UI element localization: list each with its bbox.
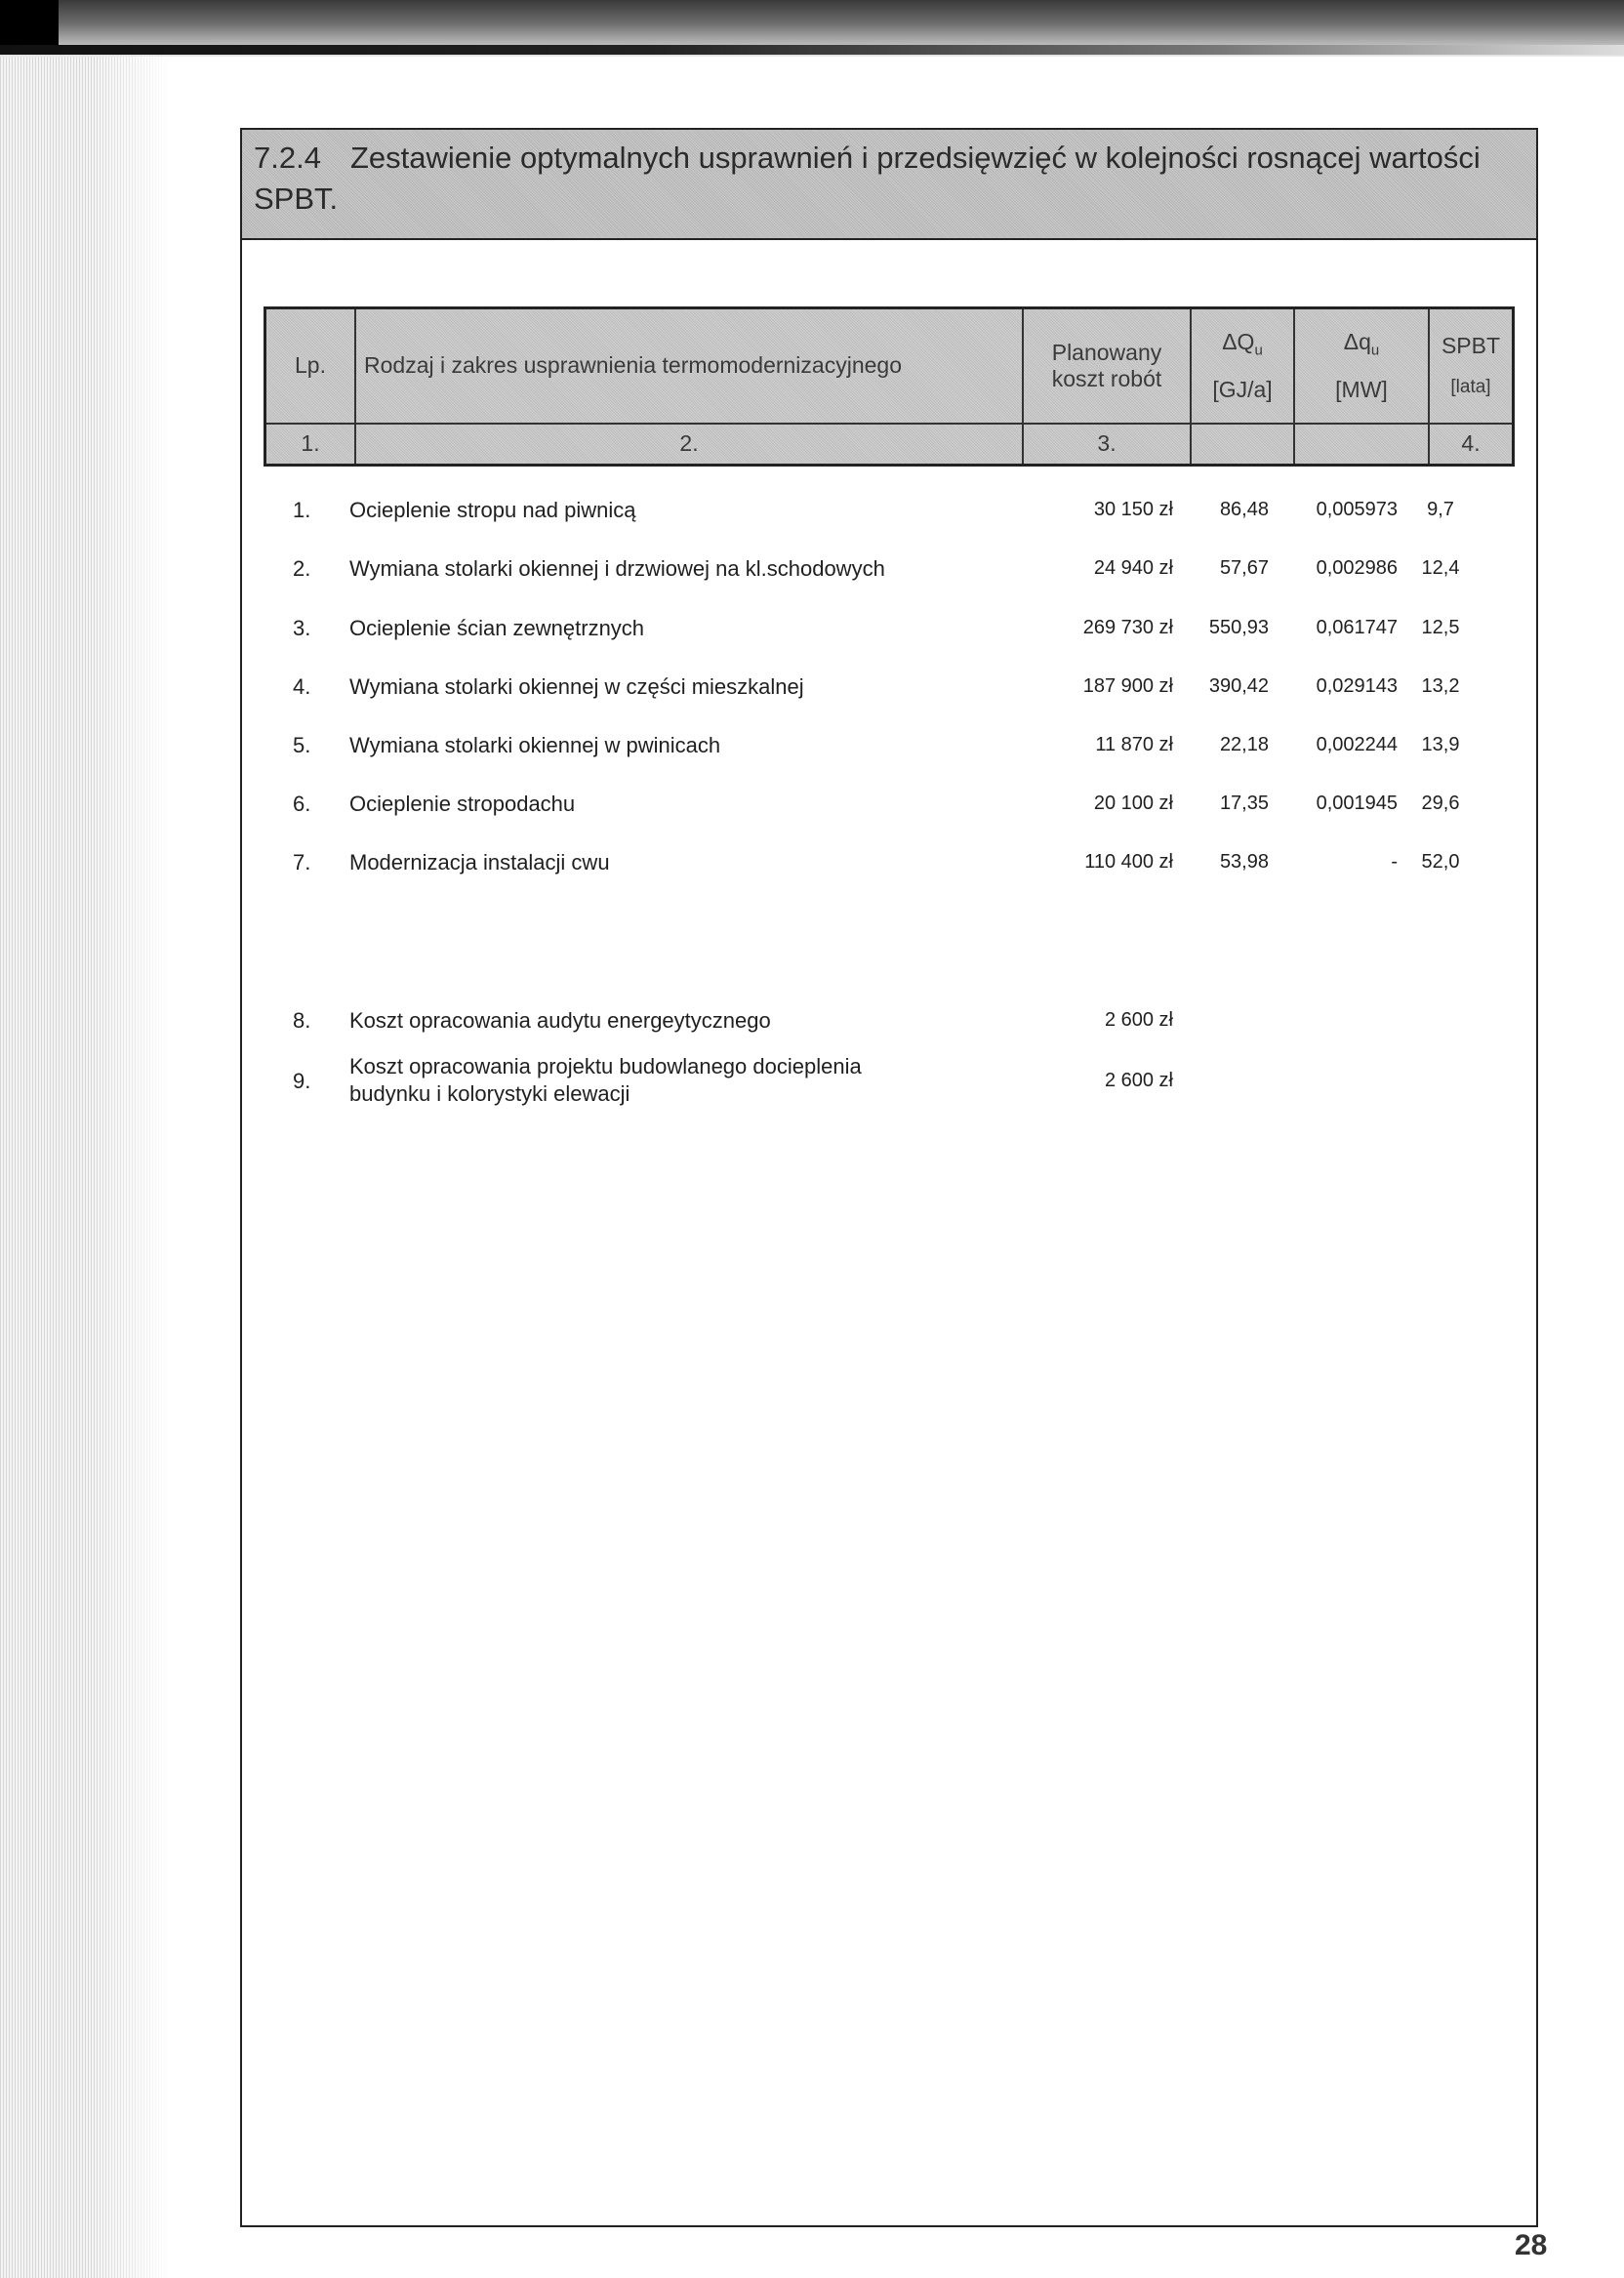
header-dQ [1191, 308, 1294, 424]
table-header [264, 306, 1515, 467]
header-cost [1023, 308, 1191, 424]
row-dQ: 17,35 [1219, 793, 1269, 814]
header-dQ-unit: [GJ/a] [1212, 376, 1273, 402]
row-description: Ocieplenie stropu nad piwnicą [349, 498, 636, 522]
row-spbt: 13,9 [1421, 734, 1460, 755]
column-number-1: 1. [265, 424, 356, 466]
row-dq: 0,029143 [1316, 675, 1398, 697]
scan-edge-top [0, 0, 1624, 57]
header-spbt-unit: [lata] [1450, 377, 1491, 398]
row-dQ: 550,93 [1208, 617, 1269, 638]
header-dQ-symbol: ΔQ [1222, 328, 1255, 354]
row-dq: 0,002244 [1316, 734, 1398, 755]
header-lp: Lp. [265, 308, 356, 424]
column-number-blank-1 [1191, 424, 1294, 466]
row-description: Wymiana stolarki okiennej i drzwiowej na kl.schodowych [349, 556, 885, 581]
extra-description-line2: budynku i kolorystyki elewacji [349, 1081, 630, 1106]
section-number: 7.2.4 [254, 141, 321, 175]
extra-lp: 8. [293, 1008, 311, 1033]
row-description: Wymiana stolarki okiennej w części mieszkalnej [349, 674, 804, 699]
row-description: Wymiana stolarki okiennej w pwinicach [349, 733, 721, 757]
column-number-4: 4. [1429, 424, 1514, 466]
row-spbt: 29,6 [1421, 793, 1460, 814]
header-description: Rodzaj i zakres usprawnienia termomodernizacyjnego [355, 308, 1023, 424]
row-dq: - [1391, 851, 1398, 873]
extra-cost: 2 600 zł [1104, 1009, 1173, 1031]
row-description: Modernizacja instalacji cwu [349, 850, 610, 875]
header-dq-sub: u [1370, 342, 1380, 359]
extra-description-line1: Koszt opracowania projektu budowlanego docieplenia [349, 1054, 862, 1078]
header-dq-unit: [MW] [1335, 376, 1388, 402]
row-dQ: 53,98 [1219, 851, 1269, 873]
row-spbt: 12,4 [1421, 557, 1460, 579]
row-dQ: 390,42 [1208, 675, 1269, 697]
row-lp: 5. [293, 733, 311, 757]
row-description: Ocieplenie stropodachu [349, 792, 576, 816]
row-cost: 20 100 zł [1093, 793, 1173, 814]
row-dq: 0,005973 [1316, 499, 1398, 520]
row-cost: 30 150 zł [1093, 499, 1173, 520]
row-lp: 7. [293, 850, 311, 875]
row-lp: 1. [293, 498, 311, 522]
row-dq: 0,001945 [1316, 793, 1398, 814]
column-number-blank-2 [1294, 424, 1429, 466]
header-dQ-sub: u [1254, 342, 1263, 359]
row-lp: 4. [293, 674, 311, 699]
row-dQ: 86,48 [1219, 499, 1269, 520]
header-dq [1294, 308, 1429, 424]
row-cost: 11 870 zł [1095, 734, 1173, 755]
section-header [240, 128, 1538, 240]
section-title [254, 138, 1524, 220]
header-spbt-label: SPBT [1441, 333, 1501, 359]
row-spbt: 52,0 [1421, 851, 1460, 873]
row-lp: 2. [293, 556, 311, 581]
column-number-3: 3. [1023, 424, 1191, 466]
row-lp: 3. [293, 616, 311, 640]
header-dq-symbol: Δq [1343, 328, 1371, 354]
row-dQ: 22,18 [1219, 734, 1269, 755]
row-lp: 6. [293, 792, 311, 816]
scan-edge-left [0, 57, 171, 2278]
row-dQ: 57,67 [1219, 557, 1269, 579]
row-cost: 110 400 zł [1084, 851, 1173, 873]
column-number-2: 2. [355, 424, 1023, 466]
header-spbt [1429, 308, 1514, 424]
row-spbt: 13,2 [1421, 675, 1460, 697]
extra-description: Koszt opracowania audytu energeytycznego [349, 1008, 771, 1033]
row-cost: 269 730 zł [1082, 617, 1173, 638]
header-cost-line2: koszt robót [1051, 365, 1162, 391]
row-spbt: 9,7 [1427, 499, 1454, 520]
row-dq: 0,002986 [1316, 557, 1398, 579]
section-title-text: Zestawienie optymalnych usprawnień i przedsięwzięć w kolejności rosnącej wartości SPBT. [254, 141, 1481, 216]
header-cost-line1: Planowany [1051, 339, 1162, 365]
page-number: 28 [1515, 2229, 1548, 2261]
row-description: Ocieplenie ścian zewnętrznych [349, 616, 645, 640]
row-spbt: 12,5 [1421, 617, 1460, 638]
row-dq: 0,061747 [1316, 617, 1398, 638]
extra-lp: 9. [293, 1069, 311, 1093]
extra-cost: 2 600 zł [1104, 1070, 1173, 1091]
row-cost: 187 900 zł [1082, 675, 1173, 697]
row-cost: 24 940 zł [1093, 557, 1173, 579]
